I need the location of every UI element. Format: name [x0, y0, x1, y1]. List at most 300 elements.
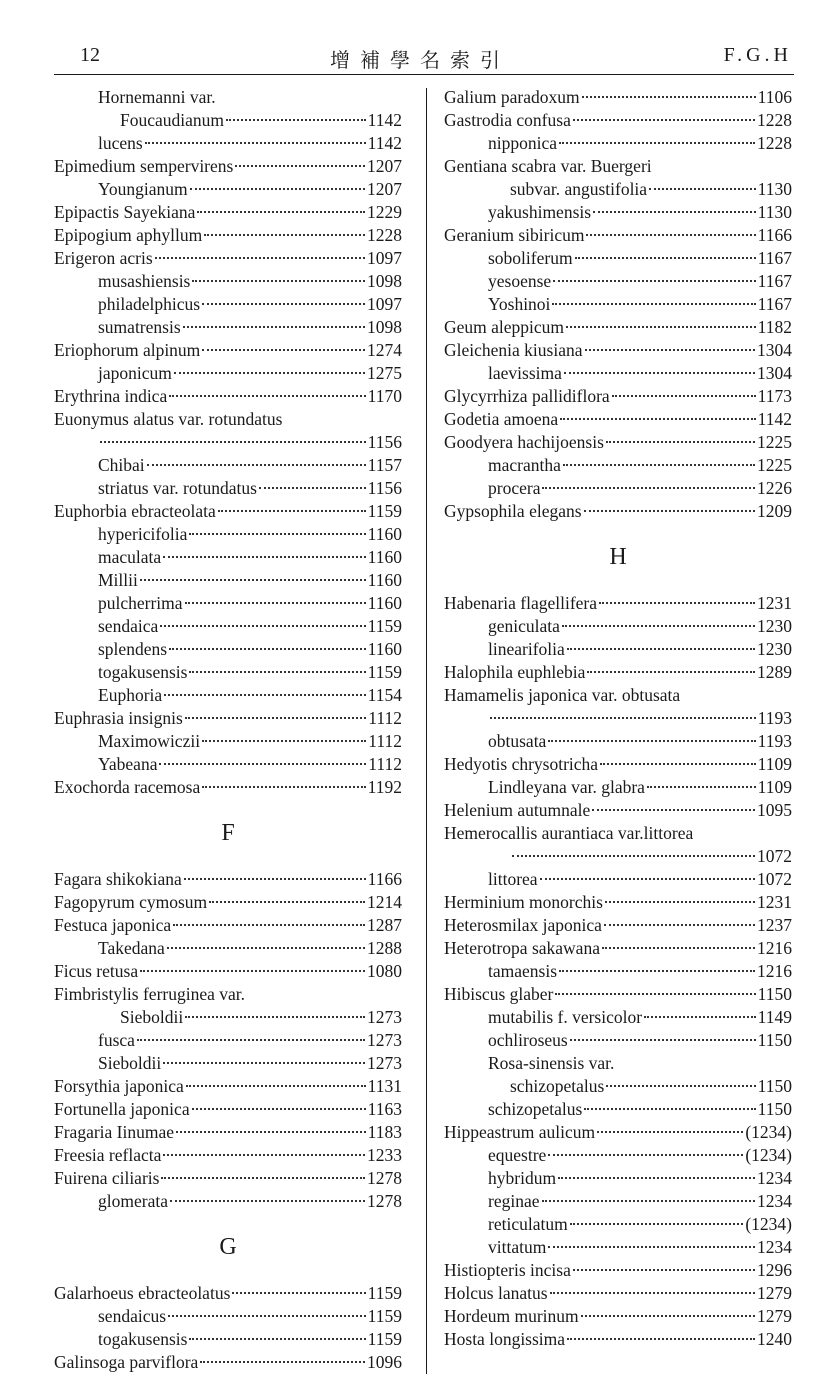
index-entry — [54, 914, 402, 937]
entry-page: 1273 — [367, 1053, 402, 1073]
dot-leader — [548, 1246, 755, 1248]
dot-leader — [163, 1062, 365, 1064]
entry-page: 1193 — [757, 708, 792, 728]
entry-page: 1274 — [367, 340, 402, 360]
index-entry — [54, 408, 402, 431]
dot-leader — [490, 717, 756, 719]
entry-page: 1098 — [367, 317, 402, 337]
entry-page: 1225 — [757, 455, 792, 475]
dot-leader — [573, 1269, 755, 1271]
dot-leader — [192, 280, 365, 282]
index-entry — [54, 1144, 402, 1167]
dot-leader — [593, 211, 756, 213]
entry-page: 1279 — [757, 1306, 792, 1326]
entry-name: Hippeastrum aulicum — [444, 1122, 596, 1142]
dot-leader — [176, 1131, 366, 1133]
index-entry — [444, 1121, 792, 1144]
left-column — [54, 86, 402, 1374]
index-entry — [54, 776, 402, 799]
entry-page: 1288 — [367, 938, 402, 958]
dot-leader — [202, 349, 365, 351]
entry-name: Youngianum — [98, 179, 188, 199]
dot-leader — [567, 648, 755, 650]
entry-page: 1296 — [757, 1260, 792, 1280]
entry-name: littorea — [488, 869, 538, 889]
entry-page: 1240 — [757, 1329, 792, 1349]
dot-leader — [602, 947, 755, 949]
entry-page: 1234 — [757, 1191, 792, 1211]
entry-page: 1109 — [757, 777, 792, 797]
index-entry — [54, 707, 402, 730]
entry-page: 1106 — [757, 87, 792, 107]
dot-leader — [587, 671, 755, 673]
entry-name: hypericifolia — [98, 524, 188, 544]
index-entry — [444, 1006, 792, 1029]
entry-name: Habenaria flagellifera — [444, 593, 598, 613]
index-entry — [54, 201, 402, 224]
index-entry — [444, 1305, 792, 1328]
column-divider — [426, 88, 427, 1374]
index-entry — [54, 1075, 402, 1098]
entry-name: Glycyrrhiza pallidiflora — [444, 386, 610, 406]
entry-page: 1231 — [757, 593, 792, 613]
dot-leader — [147, 464, 366, 466]
entry-name: Chibai — [98, 455, 145, 475]
index-entry — [54, 1098, 402, 1121]
dot-leader — [584, 510, 755, 512]
entry-name: Fimbristylis ferruginea var. — [54, 984, 246, 1004]
index-entry — [444, 155, 792, 178]
entry-page: (1234) — [745, 1214, 792, 1234]
index-entry — [54, 1328, 402, 1351]
index-entry — [54, 730, 402, 753]
entry-name: Goodyera hachijoensis — [444, 432, 604, 452]
dot-leader — [550, 1292, 755, 1294]
entry-name: schizopetalus — [510, 1076, 605, 1096]
dot-leader — [548, 740, 755, 742]
entry-page: 1167 — [757, 294, 792, 314]
entry-name: tamaensis — [488, 961, 558, 981]
dot-leader — [597, 1131, 743, 1133]
entry-name: procera — [488, 478, 541, 498]
dot-leader — [259, 487, 366, 489]
index-entry — [54, 983, 402, 1006]
index-entry — [444, 707, 792, 730]
entry-page: 1225 — [757, 432, 792, 452]
entry-name: yakushimensis — [488, 202, 592, 222]
entry-name: mutabilis f. versicolor — [488, 1007, 643, 1027]
entry-page: 1166 — [367, 869, 402, 889]
dot-leader — [197, 211, 365, 213]
entry-name: sumatrensis — [98, 317, 181, 337]
entry-name: Gypsophila elegans — [444, 501, 582, 521]
entry-name: Freesia reflacta — [54, 1145, 162, 1165]
dot-leader — [585, 349, 756, 351]
dot-leader — [562, 625, 755, 627]
index-entry — [54, 868, 402, 891]
dot-leader — [540, 878, 755, 880]
index-entry — [444, 1259, 792, 1282]
entry-page: 1228 — [757, 133, 792, 153]
entry-name: linearifolia — [488, 639, 565, 659]
index-entry — [444, 293, 792, 316]
entry-page: 1112 — [368, 754, 402, 774]
index-entry — [54, 293, 402, 316]
entry-name: Epipogium aphyllum — [54, 225, 203, 245]
index-entry — [444, 845, 792, 868]
index-entry — [54, 753, 402, 776]
entry-page: 1273 — [367, 1030, 402, 1050]
entry-page: 1097 — [367, 294, 402, 314]
entry-name: Euphrasia insignis — [54, 708, 183, 728]
entry-page: 1170 — [367, 386, 402, 406]
entry-name: Hornemanni var. — [98, 87, 216, 107]
index-entry — [444, 408, 792, 431]
index-entry — [54, 86, 402, 109]
entry-page: 1098 — [367, 271, 402, 291]
entry-name: Foucaudianum — [120, 110, 225, 130]
entry-page: 1230 — [757, 639, 792, 659]
index-entry — [444, 1029, 792, 1052]
index-entry — [54, 109, 402, 132]
index-entry — [444, 983, 792, 1006]
entry-name: macrantha — [488, 455, 561, 475]
dot-leader — [563, 464, 755, 466]
entry-page: 1216 — [757, 961, 792, 981]
entry-page: 1231 — [757, 892, 792, 912]
entry-page: 1160 — [367, 570, 402, 590]
entry-page: 1112 — [368, 731, 402, 751]
entry-name: Rosa-sinensis var. — [488, 1053, 615, 1073]
entry-name: Holcus lanatus — [444, 1283, 548, 1303]
dot-leader — [573, 119, 755, 121]
index-entry — [444, 1075, 792, 1098]
entry-name: togakusensis — [98, 662, 188, 682]
index-entry — [54, 1190, 402, 1213]
index-entry — [54, 1282, 402, 1305]
dot-leader — [575, 257, 756, 259]
dot-leader — [145, 142, 366, 144]
index-entry — [444, 109, 792, 132]
entry-name: Godetia amoena — [444, 409, 559, 429]
entry-page: 1159 — [367, 616, 402, 636]
index-entry — [444, 477, 792, 500]
entry-page: 1160 — [367, 593, 402, 613]
dot-leader — [163, 556, 365, 558]
entry-page: 1159 — [367, 501, 402, 521]
entry-name: Histiopteris incisa — [444, 1260, 571, 1280]
entry-page: 1166 — [757, 225, 792, 245]
entry-name: Heterosmilax japonica — [444, 915, 602, 935]
index-entry — [54, 615, 402, 638]
entry-name: Maximowiczii — [98, 731, 201, 751]
entry-name: laevissima — [488, 363, 562, 383]
index-entry — [444, 1282, 792, 1305]
entry-page: 1096 — [367, 1352, 402, 1372]
entry-page: 1183 — [367, 1122, 402, 1142]
entry-name: pulcherrima — [98, 593, 183, 613]
entry-page: 1159 — [367, 662, 402, 682]
dot-leader — [512, 855, 755, 857]
entry-name: Hemerocallis aurantiaca var.littorea — [444, 823, 694, 843]
dot-leader — [189, 533, 365, 535]
entry-page: 1142 — [367, 110, 402, 130]
entry-name: Euphoria — [98, 685, 163, 705]
dot-leader — [606, 1085, 755, 1087]
entry-page: 1163 — [367, 1099, 402, 1119]
dot-leader — [649, 188, 756, 190]
entry-name: Gleichenia kiusiana — [444, 340, 583, 360]
section-letter: H — [609, 544, 627, 570]
dot-leader — [204, 234, 365, 236]
entry-name: lucens — [98, 133, 143, 153]
dot-leader — [605, 901, 755, 903]
entry-page: 1226 — [757, 478, 792, 498]
entry-page: 1228 — [367, 225, 402, 245]
entry-name: Millii — [98, 570, 138, 590]
index-entry — [54, 178, 402, 201]
entry-name: ochliroseus — [488, 1030, 568, 1050]
entry-name: glomerata — [98, 1191, 168, 1211]
entry-page: 1142 — [367, 133, 402, 153]
entry-page: 1160 — [367, 524, 402, 544]
dot-leader — [235, 165, 365, 167]
entry-page: 1216 — [757, 938, 792, 958]
entry-page: 1289 — [757, 662, 792, 682]
index-entry — [54, 454, 402, 477]
entry-page: 1130 — [757, 179, 792, 199]
index-entry — [54, 1006, 402, 1029]
index-entry — [444, 730, 792, 753]
entry-page: 1150 — [757, 984, 792, 1004]
index-entry — [444, 247, 792, 270]
entry-name: japonicum — [98, 363, 172, 383]
dot-leader — [582, 96, 756, 98]
entry-name: Geranium sibiricum — [444, 225, 585, 245]
dot-leader — [161, 1177, 365, 1179]
entry-page: 1229 — [367, 202, 402, 222]
entry-page: 1173 — [757, 386, 792, 406]
dot-leader — [592, 809, 755, 811]
index-entry — [54, 362, 402, 385]
entry-name: Fuirena ciliaris — [54, 1168, 160, 1188]
entry-page: 1234 — [757, 1168, 792, 1188]
entry-name: obtusata — [488, 731, 547, 751]
index-entry — [444, 1052, 792, 1075]
entry-page: 1072 — [757, 846, 792, 866]
dot-leader — [218, 510, 366, 512]
entry-name: vittatum — [488, 1237, 547, 1257]
dot-leader — [190, 188, 365, 190]
entry-page: 1072 — [757, 869, 792, 889]
entry-name: Epimedium sempervirens — [54, 156, 234, 176]
entry-name: Heterotropa sakawana — [444, 938, 600, 958]
index-entry — [444, 661, 792, 684]
index-entry — [444, 753, 792, 776]
dot-leader — [155, 257, 365, 259]
dot-leader — [137, 1039, 365, 1041]
entry-name: Festuca japonica — [54, 915, 172, 935]
index-entry — [444, 500, 792, 523]
index-entry — [54, 385, 402, 408]
entry-name: Gastrodia confusa — [444, 110, 571, 130]
dot-leader — [173, 924, 365, 926]
index-entry — [444, 132, 792, 155]
index-entry — [54, 523, 402, 546]
entry-name: philadelphicus — [98, 294, 201, 314]
dot-leader — [559, 142, 755, 144]
entry-name: Exochorda racemosa — [54, 777, 201, 797]
dot-leader — [160, 625, 365, 627]
page-number: 12 — [80, 44, 100, 66]
index-entry — [54, 270, 402, 293]
dot-leader — [581, 1315, 755, 1317]
index-entry — [444, 592, 792, 615]
index-entry — [444, 385, 792, 408]
entry-page: 1193 — [757, 731, 792, 751]
entry-name: geniculata — [488, 616, 560, 636]
entry-page: 1273 — [367, 1007, 402, 1027]
entry-page: 1167 — [757, 271, 792, 291]
entry-name: Ficus retusa — [54, 961, 139, 981]
entry-page: 1149 — [757, 1007, 792, 1027]
dot-leader — [167, 947, 365, 949]
index-entry — [54, 155, 402, 178]
entry-name: Fagara shikokiana — [54, 869, 182, 889]
index-entry — [444, 224, 792, 247]
dot-leader — [553, 280, 755, 282]
entry-page: 1131 — [367, 1076, 402, 1096]
index-entry — [444, 178, 792, 201]
entry-page: (1234) — [745, 1122, 792, 1142]
entry-name: Sieboldii — [98, 1053, 162, 1073]
dot-leader — [232, 1292, 365, 1294]
index-entry — [444, 615, 792, 638]
index-entry — [54, 546, 402, 569]
dot-leader — [558, 1177, 755, 1179]
entry-name: musashiensis — [98, 271, 191, 291]
dot-leader — [584, 1108, 755, 1110]
index-entry — [444, 454, 792, 477]
entry-page: (1234) — [745, 1145, 792, 1165]
index-entry — [54, 661, 402, 684]
dot-leader — [542, 487, 755, 489]
dot-leader — [560, 418, 755, 420]
entry-page: 1233 — [367, 1145, 402, 1165]
dot-leader — [202, 786, 365, 788]
entry-name: Geum aleppicum — [444, 317, 565, 337]
entry-name: Galarhoeus ebracteolatus — [54, 1283, 231, 1303]
entry-name: sendaicus — [98, 1306, 167, 1326]
entry-page: 1095 — [757, 800, 792, 820]
index-entry — [444, 316, 792, 339]
entry-page: 1304 — [757, 340, 792, 360]
entry-page: 1237 — [757, 915, 792, 935]
index-entry — [54, 477, 402, 500]
entry-page: 1156 — [367, 432, 402, 452]
index-entry — [54, 316, 402, 339]
entry-name: subvar. angustifolia — [510, 179, 648, 199]
dot-leader — [140, 579, 366, 581]
entry-name: Lindleyana var. glabra — [488, 777, 645, 797]
entry-name: Hordeum murinum — [444, 1306, 579, 1326]
entry-page: 1167 — [757, 248, 792, 268]
index-entry — [444, 201, 792, 224]
dot-leader — [202, 303, 365, 305]
entry-page: 1275 — [367, 363, 402, 383]
entry-page: 1207 — [367, 156, 402, 176]
index-entry — [54, 224, 402, 247]
dot-leader — [174, 372, 365, 374]
dot-leader — [599, 602, 755, 604]
entry-name: Hosta longissima — [444, 1329, 566, 1349]
entry-name: maculata — [98, 547, 162, 567]
index-entry — [444, 1144, 792, 1167]
entry-page: 1207 — [367, 179, 402, 199]
index-entry — [444, 1167, 792, 1190]
entry-name: reticulatum — [488, 1214, 568, 1234]
index-entry — [444, 868, 792, 891]
entry-page: 1080 — [367, 961, 402, 981]
index-entry — [54, 500, 402, 523]
entry-page: 1192 — [367, 777, 402, 797]
entry-page: 1214 — [367, 892, 402, 912]
entry-name: hybridum — [488, 1168, 557, 1188]
section-letter: F — [221, 820, 235, 846]
entry-page: 1278 — [367, 1168, 402, 1188]
section-letter: G — [219, 1234, 237, 1260]
entry-name: reginae — [488, 1191, 540, 1211]
entry-page: 1156 — [367, 478, 402, 498]
index-entry — [444, 684, 792, 707]
entry-name: striatus var. rotundatus — [98, 478, 257, 498]
dot-leader — [170, 1200, 365, 1202]
dot-leader — [183, 326, 365, 328]
entry-name: Galinsoga parviflora — [54, 1352, 199, 1372]
entry-name: Erythrina indica — [54, 386, 168, 406]
dot-leader — [555, 993, 755, 995]
dot-leader — [186, 1085, 366, 1087]
dot-leader — [226, 119, 366, 121]
entry-page: 1130 — [757, 202, 792, 222]
index-entry — [444, 1190, 792, 1213]
entry-name: Herminium monorchis — [444, 892, 603, 912]
index-entry — [54, 1305, 402, 1328]
entry-page: 1150 — [757, 1030, 792, 1050]
page-title: 增補學名索引 — [330, 50, 510, 72]
index-entry — [54, 684, 402, 707]
index-entry — [444, 960, 792, 983]
dot-leader — [189, 1338, 365, 1340]
entry-name: Eriophorum alpinum — [54, 340, 201, 360]
entry-page: 1230 — [757, 616, 792, 636]
dot-leader — [164, 694, 365, 696]
entry-name: Takedana — [98, 938, 165, 958]
index-entry — [444, 270, 792, 293]
entry-name: Euphorbia ebracteolata — [54, 501, 216, 521]
dot-leader — [202, 740, 366, 742]
entry-page: 1097 — [367, 248, 402, 268]
entry-page: 1159 — [367, 1283, 402, 1303]
entry-page: 1287 — [367, 915, 402, 935]
dot-leader — [604, 924, 755, 926]
index-entry — [444, 1236, 792, 1259]
index-entry — [444, 799, 792, 822]
index-entry — [54, 1167, 402, 1190]
entry-name: equestre — [488, 1145, 547, 1165]
dot-leader — [600, 763, 756, 765]
entry-name: togakusensis — [98, 1329, 188, 1349]
